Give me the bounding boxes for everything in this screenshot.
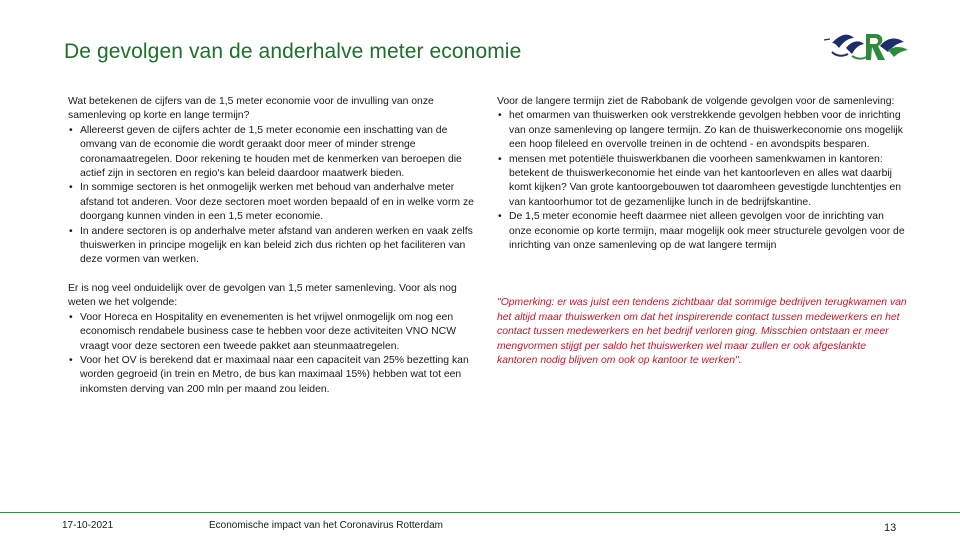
left-bullet-list-2 [68,311,476,397]
list-item: • In andere sectoren is op anderhalve meter afstand van anderen werken en vaak zelfs thuiswerken in principe mogelijk en kan beleid zich dus richten op het faciliteren van deze vormen van werken. [68,225,476,268]
footer-source: Economische impact van het Coronavirus Rotterdam [209,520,443,531]
footer-divider [0,512,960,513]
right-column [497,95,907,369]
list-item: • mensen met potentiële thuiswerkbanen die voorheen samenkwamen in kantoren: betekent de thuiswerkeconomie het einde van het kantoorleven en alles wat daarbij komt kijken? Van grote kantoorgebouwen tot daaromheen gevestigde lunchtentjes en van kantoorhumor tot de gezamenlijke lunch in de bedrijfskantine. [497,153,907,211]
right-intro: Voor de langere termijn ziet de Rabobank de volgende gevolgen voor de samenleving: [497,96,895,107]
slide-title: De gevolgen van de anderhalve meter economie [64,40,522,63]
list-item: • het omarmen van thuiswerken ook verstrekkende gevolgen hebben voor de inrichting van onze samenleving op langere termijn. Zo kan de thuiswerkeconomie ons mogelijk een hoop fileleed en overvolle treinen in de ochtend - en avondspits besparen. [497,109,907,152]
list-item: • In sommige sectoren is het onmogelijk werken met behoud van anderhalve meter afstand tot anderen. Voor deze sectoren moet worden bepaald of en in welke vorm ze doorgang kunnen vinden in een 1,5 meter economie. [68,181,476,224]
rotterdam-flag-logo-icon [822,26,912,68]
list-item: • De 1,5 meter economie heeft daarmee niet alleen gevolgen voor de inrichting van onze economie op korte termijn, maar mogelijk ook meer structurele gevolgen voor de inrichting van onze samenleving op de wat langere termijn [497,210,907,253]
spacer [68,268,476,282]
spacer [497,253,907,296]
remark-note: "Opmerking: er was juist een tendens zichtbaar dat sommige bedrijven terugkwamen van het altijd maar thuiswerken om dat het inspirerende contact tussen medewerkers en het contact tussen medewerkers en het bedrijf verloren ging. Misschien ontstaan er meer mengvormen stijgt per saldo het thuiswerken wel maar zullen er ook afgeslankte kantoren nodig blijven om ook op kantoor te werken". [497,297,907,367]
left-intro-2: Er is nog veel onduidelijk over de gevolgen van 1,5 meter samenleving. Voor als nog weten we het volgende: [68,282,457,309]
right-bullet-list [497,109,907,253]
left-bullet-list [68,124,476,268]
left-column [68,95,476,397]
page-number: 13 [884,522,897,534]
left-intro: Wat betekenen de cijfers van de 1,5 meter economie voor de invulling van onze samenleving op korte en lange termijn? [68,96,434,122]
list-item: • Voor Horeca en Hospitality en evenementen is het vrijwel onmogelijk om nog een economisch rendabele business case te hebben voor deze activiteiten VNO NCW vraagt voor deze sectoren een tweede pakket aan steunmaatregelen. [68,311,476,354]
list-item: • Allereerst geven de cijfers achter de 1,5 meter economie een inschatting van de omvang van de economie die wordt geraakt door meer of minder strenge coronamaatregelen. Door rekening te houden met de kenmerken van beroepen die actief zijn in sectoren en regio's kan beleid daardoor maatwerk bieden. [68,124,476,182]
footer-date: 17-10-2021 [62,520,114,531]
list-item: • Voor het OV is berekend dat er maximaal naar een capaciteit van 25% bezetting kan worden gegroeid (in trein en Metro, de bus kan maximaal 15%) hebben wat tot een inkomsten derving van 200 mln per maand zou leiden. [68,354,476,397]
